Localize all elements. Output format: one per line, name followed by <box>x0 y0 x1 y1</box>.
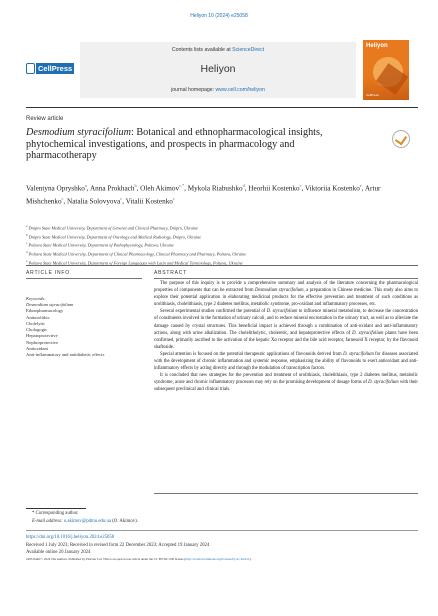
article-type: Review article <box>26 116 64 122</box>
affiliation-text: Dnipro State Medical University, Department of General and Clinical Pharmacy, Dnipro, Ukraine <box>28 225 199 231</box>
keyword-item: Desmodium styracifolium <box>26 302 74 307</box>
abstract-species: Desmodium styracifolium <box>254 288 304 294</box>
article-info-heading: ARTICLE INFO <box>26 270 70 276</box>
author-affiliation-marker[interactable]: b <box>134 183 137 188</box>
license-text: 2405-8440/© 2024 The Authors. Published by Elsevier Ltd. This is an open access article under the CC BY-NC-ND license ( <box>26 557 186 561</box>
homepage-link[interactable]: www.cell.com/heliyon <box>215 87 265 93</box>
keywords-label: Keywords: <box>26 296 46 301</box>
cover-title: Heliyon <box>366 43 388 49</box>
author-name[interactable]: Oleh Akimov <box>140 184 180 193</box>
section-divider <box>26 265 418 266</box>
title-species: Desmodium styracifolium <box>26 127 131 138</box>
publisher-logo[interactable] <box>26 63 74 79</box>
affiliation-text: Poltava State Medical University, Department of Pathophysiology, Poltava, Ukraine <box>28 242 174 248</box>
affiliation-list <box>26 223 406 267</box>
abstract-text: , a preparation in Chinese medicine. This study also aims to explore their potential application in elaborating medicinal products for the effective prevention and treatment of such conditions as urolithiasis, cholelithiasis, type 2 diabetes mellitus, metabolic syndrome, pro-oxidant and inflammatory processes, etc. <box>154 288 418 308</box>
affiliation-item <box>26 223 406 232</box>
abstract-text: Several experimental studies confirmed the potential of <box>160 309 267 315</box>
publisher-logo-text: CellPress <box>38 64 73 73</box>
author-name[interactable]: Natalia Solovyova <box>67 197 121 206</box>
license-text-end: ). <box>249 557 252 561</box>
header-divider <box>26 107 418 108</box>
abstract-body <box>154 280 418 394</box>
author-affiliation-marker[interactable]: c <box>172 195 175 201</box>
abstract-text: It is concluded that new strategies for the prevention and treatment of urolithiasis, cholelithiasis, type 2 diabetes mellitus, metabolic syndrome, acute and chronic inflammatory processes may rely on the promising development of dosage forms of <box>154 373 418 386</box>
abstract-species: D. styracifolium <box>368 380 399 386</box>
email-suffix: (O. Akimov). <box>111 519 138 524</box>
author-affiliation-marker[interactable]: c <box>299 183 302 188</box>
affiliation-marker: b <box>26 232 28 237</box>
email-link[interactable]: o.akimov@pdmu.edu.ua <box>63 519 111 524</box>
affiliation-item <box>26 249 406 258</box>
abstract-text: plants have been confirmed, primarily ascribed to the activation of the hepatic Xα receptor and the bile acid receptor, farnesoid X receptor, by the flavonoid shaftoside. <box>154 330 418 350</box>
article-info-rule <box>26 278 142 279</box>
abstract-species: D. styracifolium <box>343 351 374 357</box>
cellpress-logo-icon <box>26 63 35 74</box>
author-name[interactable]: Anna Prokhach <box>89 184 135 193</box>
author-affiliation-marker[interactable]: c <box>120 195 123 201</box>
footnote-rule <box>26 508 86 509</box>
journal-reference[interactable]: Heliyon 10 (2024) e25058 <box>190 13 248 19</box>
abstract-rule <box>154 278 418 279</box>
author-name[interactable]: Artur Mishchenko <box>26 184 381 206</box>
homepage-prefix: journal homepage: <box>171 87 216 93</box>
author-affiliation-marker[interactable]: e <box>359 183 362 188</box>
abstract-paragraph-1 <box>154 280 418 308</box>
received-dates: Received 1 July 2023; Received in revised form 22 December 2023; Accepted 19 January 2024 <box>26 543 210 548</box>
footer-rule <box>26 530 418 531</box>
abstract-text: Special attention is focused on the potential therapeutic applications of flavonoids derived from <box>160 351 344 357</box>
keyword-item: Antioxidant <box>26 346 48 352</box>
article-title <box>26 127 366 162</box>
abstract-text: with their subsequent preclinical and clinical trials. <box>154 380 418 393</box>
keyword-item: Hepatoprotective <box>26 333 58 339</box>
abstract-end-rule <box>154 493 418 494</box>
corresponding-author-note: * Corresponding author. <box>32 511 79 516</box>
license-line <box>26 557 418 561</box>
author-affiliation-marker[interactable]: d <box>242 183 245 188</box>
affiliation-text: Dnipro State Medical University, Department of Oncology and Medical Radiology, Dnipro, Ukraine <box>28 234 202 240</box>
keyword-item: Cholagogic <box>26 327 48 333</box>
abstract-paragraph-4 <box>154 372 418 393</box>
email-label: E-mail address: <box>32 519 64 524</box>
affiliation-marker: e <box>26 258 28 263</box>
author-affiliation-marker[interactable]: c <box>61 195 64 201</box>
abstract-text: The purpose of this inquiry is to provide a comprehensive summary and analysis of the literature concerning the pharmacological properties of components that can be extracted from <box>154 281 418 294</box>
affiliation-marker: a <box>26 224 28 228</box>
abstract-species: D. styracifolium <box>266 309 298 315</box>
journal-name: Heliyon <box>200 63 236 75</box>
author-name[interactable]: Vitalii Kostenko <box>125 197 173 206</box>
doi-link[interactable]: https://doi.org/10.1016/j.heliyon.2024.e25058 <box>26 535 115 540</box>
check-for-updates-icon[interactable] <box>392 130 410 148</box>
affiliation-item <box>26 232 406 241</box>
author-affiliation-marker[interactable]: a <box>84 183 87 188</box>
author-name[interactable]: Valentyna Opryshko <box>26 184 85 193</box>
keyword-item: Antiurolithic <box>26 314 50 320</box>
abstract-text: for diseases associated with the development of chronic inflammation and systemic response, emphasizing the ability of flavonoids to exert antioxidant and anti-inflammatory effects by acting directly and through the modulation of transcription factors. <box>154 351 418 372</box>
author-name[interactable]: Viktoriia Kostenko <box>304 184 360 193</box>
affiliation-marker: c <box>26 241 28 246</box>
affiliation-item <box>26 240 406 249</box>
abstract-paragraph-2 <box>154 308 418 351</box>
abstract-heading: ABSTRACT <box>154 270 188 276</box>
journal-homepage-line <box>80 87 356 93</box>
affiliation-text: Poltava State Medical University, Department of Clinical Pharmacology, Clinical Pharmacy and Pharmacy, Poltava, Ukraine <box>28 251 247 257</box>
sciencedirect-link[interactable]: ScienceDirect <box>232 47 265 53</box>
affiliation-marker: d <box>26 250 28 255</box>
abstract-species: D. styracifolium <box>352 330 384 336</box>
contents-available-line <box>80 47 356 53</box>
cover-publisher: CellPress <box>366 93 379 97</box>
keyword-item: Cholelytic <box>26 320 46 326</box>
keyword-item: Ethnopharmacology <box>26 308 64 314</box>
abstract-text: to influence mineral metabolism, to decrease the concentration of constituents involved in the formation of urinary calculi, and to reduce mineral encrustation in the urinary tract, as well as to alleviate the damage caused by crystal structures. This beneficial impact is achieved through a combination of anti-oxidant and anti-inflammatory actions, along with urine alkalization. The cholelitholytic, choleretic, and hepatoprotective effects of <box>154 309 418 336</box>
abstract-paragraph-3 <box>154 351 418 372</box>
email-line <box>32 519 138 524</box>
author-name[interactable]: Mykola Riabushko <box>187 184 243 193</box>
author-affiliation-marker[interactable]: c,* <box>179 183 185 188</box>
author-list: Valentyna Opryshko$^a$, Anna Prokhach$^b$, Oleh Akimov$^{c,*}$, Mykola Riabushko$^d$, Heorhii Kostenko$^c$, Viktoriia Kostenko$^e$, Artur Mishchenko$^c$, Natalia Solovyova$^c$, Vitalii Kostenko$^c$ <box>26 183 381 206</box>
affiliation-text: Poltava State Medical University, Department of Foreign Languages with Latin and Medical Terminology, Poltava, Ukraine <box>28 260 243 266</box>
title-rest: : Botanical and ethnopharmacological insights, phytochemical investigations, and prospects in pharmacology and pharmacotherapy <box>26 127 323 161</box>
contents-prefix: Contents lists available at <box>171 47 233 53</box>
keyword-item: Anti-inflammatory and antidiabetic effects <box>26 352 105 358</box>
available-online-date: Available online 20 January 2024 <box>26 550 91 555</box>
keyword-list <box>26 302 104 359</box>
author-name[interactable]: Heorhii Kostenko <box>248 184 300 193</box>
license-link[interactable]: http://creativecommons.org/licenses/by-nc-nd/4.0/ <box>185 557 250 561</box>
keyword-item: Nephroprotective <box>26 339 59 345</box>
